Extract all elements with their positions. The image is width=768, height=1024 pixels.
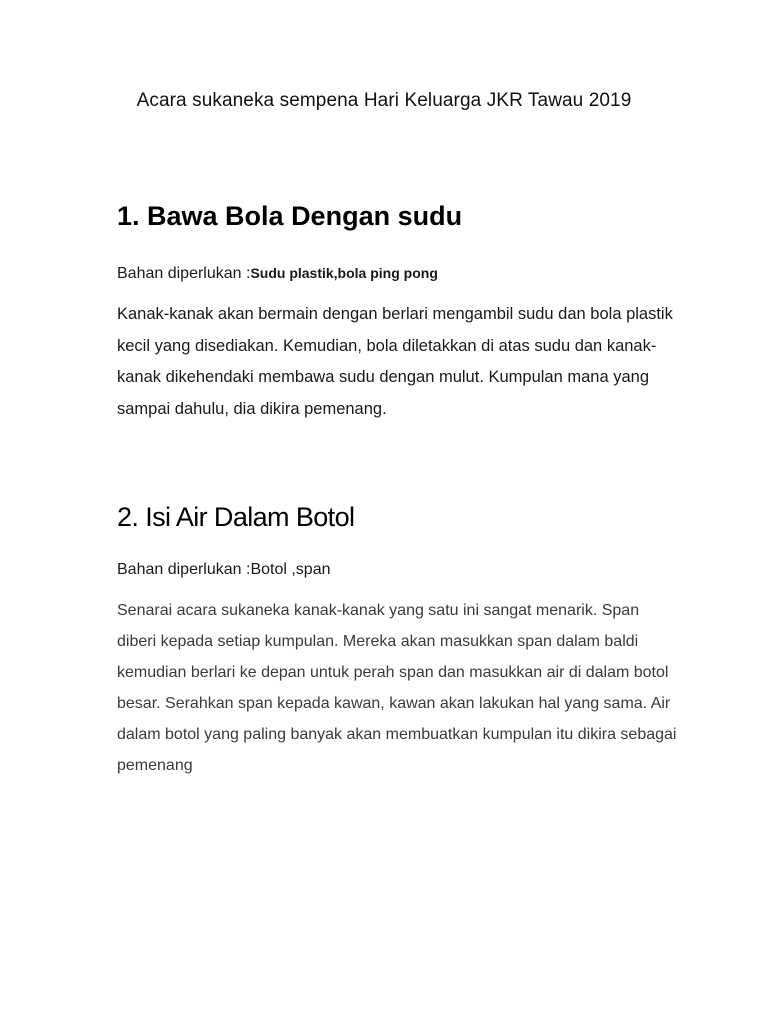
section-body-text: Kanak-kanak akan bermain dengan berlari mengambil sudu dan bola plastik kecil yang disediakan. Kemudian, bola diletakkan di atas sudu dan kanak-kanak dikehendaki membawa sudu dengan mulut. Kumpulan mana yang sampai dahulu, dia dikira pemenang. xyxy=(117,305,673,418)
document-title: Acara sukaneka sempena Hari Keluarga JKR Tawau 2019 xyxy=(136,90,632,111)
section-body-text: Senarai acara sukaneka kanak-kanak yang satu ini sangat menarik. Span diberi kepada setiap kumpulan. Mereka akan masukkan span dalam baldi kemudian berlari ke depan untuk perah span dan masukkan air di dalam botol besar. Serahkan span kepada kawan, kawan akan lakukan hal yang sama. Air dalam botol yang paling banyak akan membuatkan kumpulan itu dikira sebagai pemenang xyxy=(117,602,677,774)
section-bawa-bola xyxy=(117,196,677,425)
materials-label: Bahan diperlukan : xyxy=(117,265,251,282)
materials-value: Botol ,span xyxy=(250,561,331,578)
section-heading: 2. Isi Air Dalam Botol xyxy=(117,502,355,532)
materials-line xyxy=(117,559,677,581)
section-isi-air xyxy=(117,497,677,781)
section-heading: 1. Bawa Bola Dengan sudu xyxy=(117,201,463,231)
materials-line xyxy=(117,262,677,285)
materials-label: Bahan diperlukan : xyxy=(117,561,251,578)
materials-value: Sudu plastik,bola ping pong xyxy=(250,265,438,281)
